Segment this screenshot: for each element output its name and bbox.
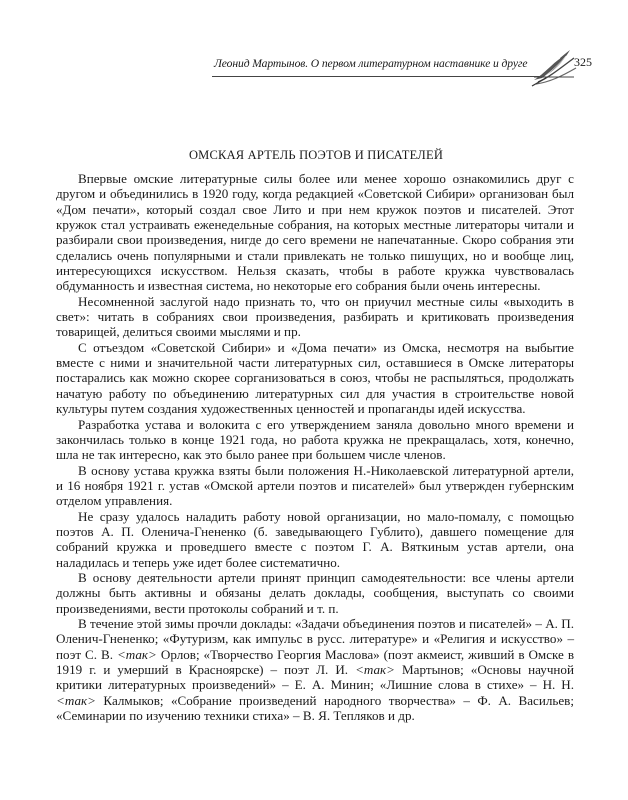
text-run: В течение этой зимы прочли доклады: «Задачи объединения поэтов и писателей» – А. П. Оленич-Гнененко; «Футуризм, как импульс в русс. литературе» и «Религия и искусство» – поэт С. В. — [56, 615, 574, 662]
editorial-note: <так> — [355, 662, 396, 677]
feather-ornament-icon — [530, 44, 578, 92]
article-body — [56, 171, 574, 723]
paragraph: Впервые омские литературные силы более или менее хорошо ознакомились друг с другом и объединились в 1920 году, когда редакцией «Советской Сибири» организован был «Дом печати», который создал свое Лито и при нем кружок поэтов и писателей. Этот кружок стал устраивать еженедельные собрания, на которых местные литераторы читали и разбирали свои произведения, нигде до сего времени не напечатанные. Скоро собрания эти сделались очень популярными и стали привлекать не только пишущих, но и вообще лиц, интересующихся искусством. Нельзя сказать, чтобы в работе кружка чувствовалась обдуманность и известная система, но некоторые его собрания были очень интересны. — [56, 171, 574, 294]
paragraph: С отъездом «Советской Сибири» и «Дома печати» из Омска, несмотря на выбытие вместе с ними и значительной части литературных сил, оставшиеся в Омске литераторы постарались как можно скорее сорганизоваться в союз, чтобы не распыляться, продолжать начатую работу по объединению литературных сил для участия в строительстве новой культуры путем создания художественных ценностей и пропаганды идей искусства. — [56, 339, 574, 417]
article-title: ОМСКАЯ АРТЕЛЬ ПОЭТОВ И ПИСАТЕЛЕЙ — [188, 148, 444, 162]
header-rule — [212, 76, 542, 77]
text-run: Мартынов; «Основы научной критики литературных произведений» – Е. А. Минин; «Лишние слова в стихе» – Н. Н. — [56, 662, 574, 693]
paragraph: Несомненной заслугой надо признать то, что он приучил местные силы «выходить в свет»: читать в собраниях свои произведения, разбирать и критиковать произведения товарищей, делиться своими мыслями и пр. — [56, 293, 574, 340]
running-head: Леонид Мартынов. О первом литературном наставнике и друге — [214, 57, 528, 70]
text-run: Калмыков; «Собрание произведений народного творчества» – Ф. А. Васильев; «Семинарии по изучению техники стиха» – В. Я. Тепляков и др. — [56, 692, 574, 724]
editorial-note: <так> — [116, 646, 157, 662]
page-number: 325 — [574, 55, 592, 69]
paragraph: В основу устава кружка взяты были положения Н.-Николаевской литературной артели, и 16 ноября 1921 г. устав «Омской артели поэтов и писателей» был утвержден губернским отделом управления. — [56, 462, 574, 509]
paragraph-reports — [56, 616, 574, 723]
paragraph: Разработка устава и волокита с его утверждением заняла довольно много времени и закончилась только в конце 1921 года, но работа кружка не прекращалась, хотя, конечно, шла не так интересно, как это было ранее при большем числе членов. — [56, 416, 574, 463]
text-run: Орлов; «Творчество Георгия Маслова» (поэт акмеист, живший в Омске в 1919 г. и умерший в Красноярске) – поэт Л. И. — [56, 646, 575, 677]
paragraph: Не сразу удалось наладить работу новой организации, но мало-помалу, с помощью поэтов А. П. Оленича-Гнененко (б. заведывающего Гублито), давшего помещение для собраний кружка и проведшего вместе с поэтом Г. А. Вяткиным устав артели, она наладилась и теперь уже идет более систематично. — [56, 508, 574, 570]
paragraph: В основу деятельности артели принят принцип самодеятельности: все члены артели должны быть активны и обязаны делать доклады, сообщения, выступать со своими произведениями, вести протоколы собраний и т. п. — [56, 569, 574, 616]
editorial-note: <так> — [56, 692, 96, 708]
